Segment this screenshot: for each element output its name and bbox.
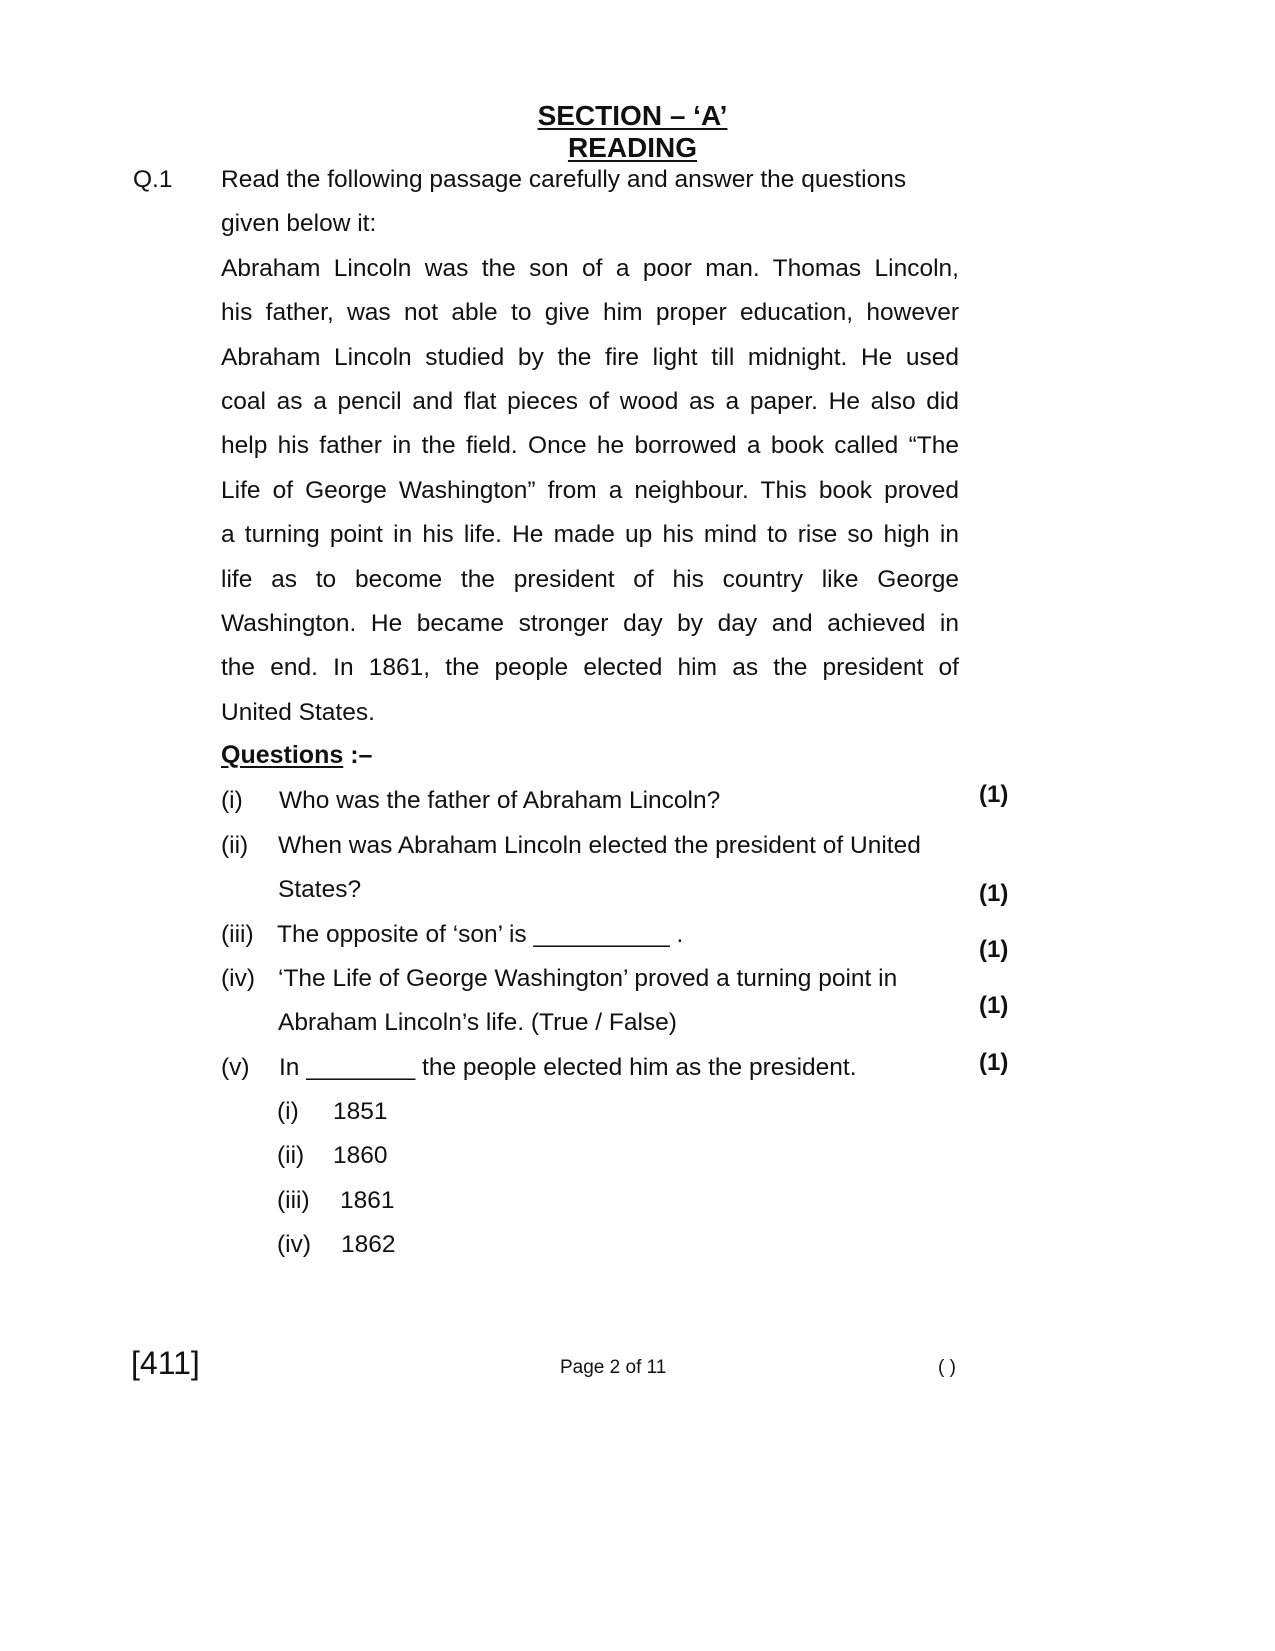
question-text: ‘The Life of George Washington’ proved a turning point in — [278, 965, 898, 992]
page-number: Page 2 of 11 — [560, 1357, 667, 1378]
question-text-continued: States? — [278, 876, 362, 903]
option-value: 1860 — [333, 1142, 388, 1169]
passage-line: the end. In 1861, the people elected him as the president of — [221, 654, 959, 681]
question-number: (iii) — [221, 921, 254, 948]
question-number: (ii) — [221, 832, 249, 859]
passage-line: Abraham Lincoln was the son of a poor man. Thomas Lincoln, — [221, 255, 959, 282]
passage-line: life as to become the president of his country like George — [221, 566, 959, 593]
question-number: Q.1 — [133, 166, 173, 193]
passage-line: help his father in the field. Once he borrowed a book called “The — [221, 432, 959, 459]
question-number: (i) — [221, 787, 243, 814]
passage-line: United States. — [221, 699, 375, 726]
paper-code: [411] — [131, 1345, 200, 1381]
instruction-line-2: given below it: — [221, 210, 377, 237]
section-subtitle: READING — [567, 132, 698, 163]
question-text: When was Abraham Lincoln elected the president of United — [278, 832, 921, 859]
question-text: Who was the father of Abraham Lincoln? — [279, 787, 721, 814]
questions-heading — [221, 741, 372, 770]
passage-line: Washington. He became stronger day by day and achieved in — [221, 610, 959, 637]
question-number: (iv) — [221, 965, 256, 992]
question-text-continued: Abraham Lincoln’s life. (True / False) — [278, 1009, 677, 1036]
question-text: The opposite of ‘son’ is __________ . — [277, 921, 684, 948]
option-value: 1851 — [333, 1098, 388, 1125]
option-number: (iii) — [277, 1187, 310, 1214]
question-text: In ________ the people elected him as the president. — [279, 1054, 857, 1081]
passage-line: Abraham Lincoln studied by the fire light till midnight. He used — [221, 344, 959, 371]
passage-line: a turning point in his life. He made up his mind to rise so high in — [221, 521, 959, 548]
passage-line: Life of George Washington” from a neighbour. This book proved — [221, 477, 959, 504]
question-marks: (1) — [979, 992, 1009, 1019]
option-value: 1861 — [340, 1187, 395, 1214]
question-marks: (1) — [979, 936, 1009, 963]
questions-heading-label: Questions — [221, 741, 344, 769]
option-number: (ii) — [277, 1142, 305, 1169]
option-value: 1862 — [341, 1231, 396, 1258]
footer-parentheses: ( ) — [938, 1357, 956, 1378]
instruction-line-1: Read the following passage carefully and answer the questions — [221, 166, 907, 193]
passage-line: his father, was not able to give him proper education, however — [221, 299, 959, 326]
section-title: SECTION – ‘A’ — [537, 100, 728, 131]
questions-heading-suffix: :– — [343, 741, 373, 769]
passage-line: coal as a pencil and flat pieces of wood as a paper. He also did — [221, 388, 959, 415]
question-number: (v) — [221, 1054, 250, 1081]
option-number: (iv) — [277, 1231, 312, 1258]
question-marks: (1) — [979, 880, 1009, 907]
option-number: (i) — [277, 1098, 299, 1125]
question-marks: (1) — [979, 1049, 1009, 1076]
question-marks: (1) — [979, 781, 1009, 808]
